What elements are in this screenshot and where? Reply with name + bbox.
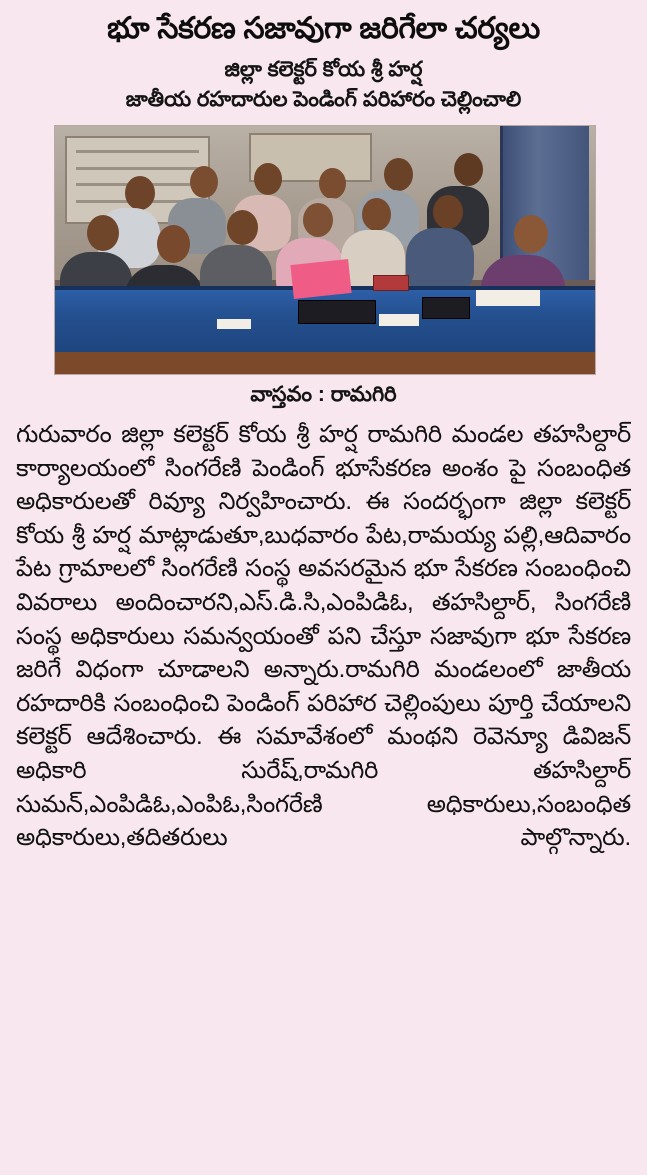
photo-papers — [476, 290, 540, 306]
photo-person-head — [514, 215, 548, 253]
photo-person-head — [384, 158, 413, 191]
photo-person-head — [303, 203, 333, 237]
photo-person-head — [362, 198, 391, 231]
photo-person-head — [433, 195, 463, 229]
photo-papers — [217, 319, 251, 329]
headline: భూ సేకరణ సజావుగా జరిగేలా చర్యలు — [107, 12, 540, 45]
photo-laptop — [422, 297, 470, 319]
photo-person-head — [190, 166, 218, 198]
photo-table-edge — [55, 352, 595, 374]
photo-container — [54, 125, 594, 375]
article-body — [14, 418, 633, 855]
meeting-photo — [54, 125, 596, 375]
photo-file-stack — [373, 275, 409, 291]
photo-pink-document — [290, 259, 351, 299]
subhead-line-1: జిల్లా కలెక్టర్ కోయ శ్రీ హర్ష — [224, 57, 423, 81]
photo-papers — [379, 314, 419, 326]
photo-caption: వాస్తవం : రామగిరి — [250, 383, 397, 406]
article-body-paragraph: గురువారం జిల్లా కలెక్టర్ కోయ శ్రీ హర్ష రామగిరి మండల తహసిల్దార్ కార్యాలయంలో సింగరేణి పెండింగ్ భూసేకరణ అంశం పై సంబంధిత అధికారులతో రివ్యూ నిర్వహించారు. ఈ సందర్భంగా జిల్లా కలెక్టర్ కోయ శ్రీ హర్ష మాట్లాడుతూ,బుధవారం పేట,రామయ్య పల్లి,ఆదివారం పేట గ్రామాలలో సింగరేణి సంస్థ అవసరమైన భూ సేకరణ సంబంధించి వివరాలు అందించారని,ఎస్.డి.సి,ఎంపిడిఓ, తహసిల్దార్, సింగరేణి సంస్థ అధికారులు సమన్వయంతో పని చేస్తూ సజావుగా భూ సేకరణ జరిగే విధంగా చూడాలని అన్నారు.రామగిరి మండలంలో జాతీయ రహదారికి సంబంధించి పెండింగ్ పరిహార చెల్లింపులు పూర్తి చేయాలని కలెక్టర్ ఆదేశించారు. ఈ సమావేశంలో మంథని రెవెన్యూ డివిజన్ అధికారి సురేష్,రామగిరి తహసిల్దార్ సుమన్,ఎంపిడిఓ,ఎంపిఓ,సింగరేణి అధికారులు,సంబంధిత అధికారులు,తదితరులు పాల్గొన్నారు. — [16, 421, 631, 852]
photo-laptop — [298, 300, 376, 324]
subhead-line-2: జాతీయ రహదారుల పెండింగ్ పరిహారం చెల్లించాలి — [125, 87, 522, 111]
photo-person-head — [87, 215, 119, 251]
photo-person-body — [406, 228, 474, 294]
photo-person-head — [125, 176, 155, 210]
